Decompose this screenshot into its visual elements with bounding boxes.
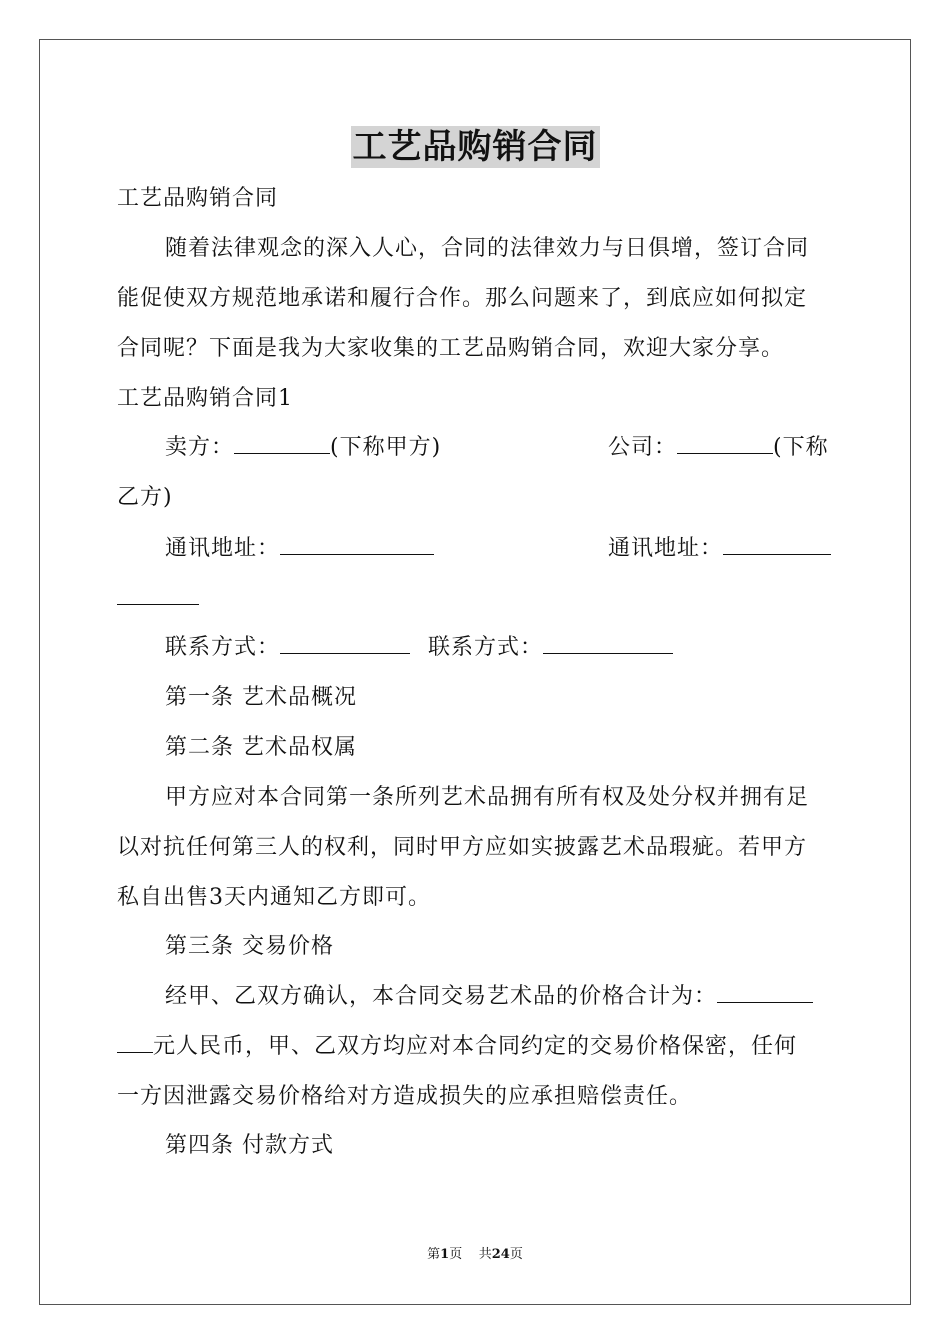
contact-label-b: 联系方式：: [428, 635, 544, 660]
company-suffix-cont: 乙方): [117, 485, 173, 510]
contact-row: [165, 633, 673, 663]
contact-label-a: 联系方式：: [165, 635, 281, 660]
address-label-a: 通讯地址：: [165, 536, 281, 561]
article-2-line-1: 甲方应对本合同第一条所列艺术品拥有所有权及处分权并拥有足: [165, 785, 810, 810]
contact-blank-a[interactable]: [280, 633, 410, 654]
article-3-text-1: 经甲、乙双方确认，本合同交易艺术品的价格合计为：: [165, 984, 718, 1009]
address-row-b: [608, 534, 831, 564]
document-title: 工艺品购销合同: [352, 127, 598, 167]
company-suffix: (下称: [773, 435, 829, 460]
seller-blank[interactable]: [234, 433, 330, 454]
contract-heading: 工艺品购销合同1: [117, 386, 293, 411]
price-blank[interactable]: [717, 982, 813, 1003]
page-footer: [0, 1246, 950, 1264]
title-container: [0, 126, 950, 168]
article-2-line-3: 私自出售3天内通知乙方即可。: [117, 885, 431, 910]
intro-line-3: 合同呢？下面是我为大家收集的工艺品购销合同，欢迎大家分享。: [117, 336, 785, 361]
intro-line-1: 随着法律观念的深入人心，合同的法律效力与日俱增，签订合同: [165, 236, 810, 261]
article-2-line-2: 以对抗任何第三人的权利，同时甲方应如实披露艺术品瑕疵。若甲方: [117, 835, 808, 860]
article-1-heading: 第一条 艺术品概况: [165, 685, 357, 710]
seller-label: 卖方：: [165, 435, 235, 460]
price-blank-cont[interactable]: [117, 1032, 153, 1053]
company-blank[interactable]: [677, 433, 773, 454]
article-4-heading: 第四条 付款方式: [165, 1133, 334, 1158]
footer-prefix: 第: [427, 1247, 441, 1262]
company-row: [608, 433, 829, 463]
address-blank-b[interactable]: [723, 534, 831, 555]
address-row-a: [165, 534, 434, 564]
intro-line-2: 能促使双方规范地承诺和履行合作。那么问题来了，到底应如何拟定: [117, 286, 808, 311]
seller-row: [165, 433, 441, 463]
page-border: [39, 39, 911, 1305]
address-blank-a[interactable]: [280, 534, 434, 555]
seller-suffix: (下称甲方): [330, 435, 442, 460]
article-3-line-3: 一方因泄露交易价格给对方造成损失的应承担赔偿责任。: [117, 1084, 693, 1109]
article-3-text-2: 元人民币，甲、乙双方均应对本合同约定的交易价格保密，任何: [153, 1034, 798, 1059]
article-3-line-2: [117, 1032, 797, 1062]
article-3-heading: 第三条 交易价格: [165, 934, 334, 959]
address-row-b-cont: [117, 584, 199, 614]
footer-total-pages: 24: [491, 1247, 510, 1262]
address-label-b: 通讯地址：: [608, 536, 724, 561]
footer-page-number: 1: [440, 1247, 450, 1262]
address-blank-b-cont[interactable]: [117, 584, 199, 605]
footer-suffix: 页: [509, 1247, 523, 1262]
article-2-heading: 第二条 艺术品权属: [165, 735, 357, 760]
subtitle: 工艺品购销合同: [117, 186, 279, 211]
footer-mid: 页 共: [449, 1247, 492, 1262]
contact-blank-b[interactable]: [543, 633, 673, 654]
article-3-line-1: [165, 982, 813, 1012]
company-label: 公司：: [608, 435, 678, 460]
